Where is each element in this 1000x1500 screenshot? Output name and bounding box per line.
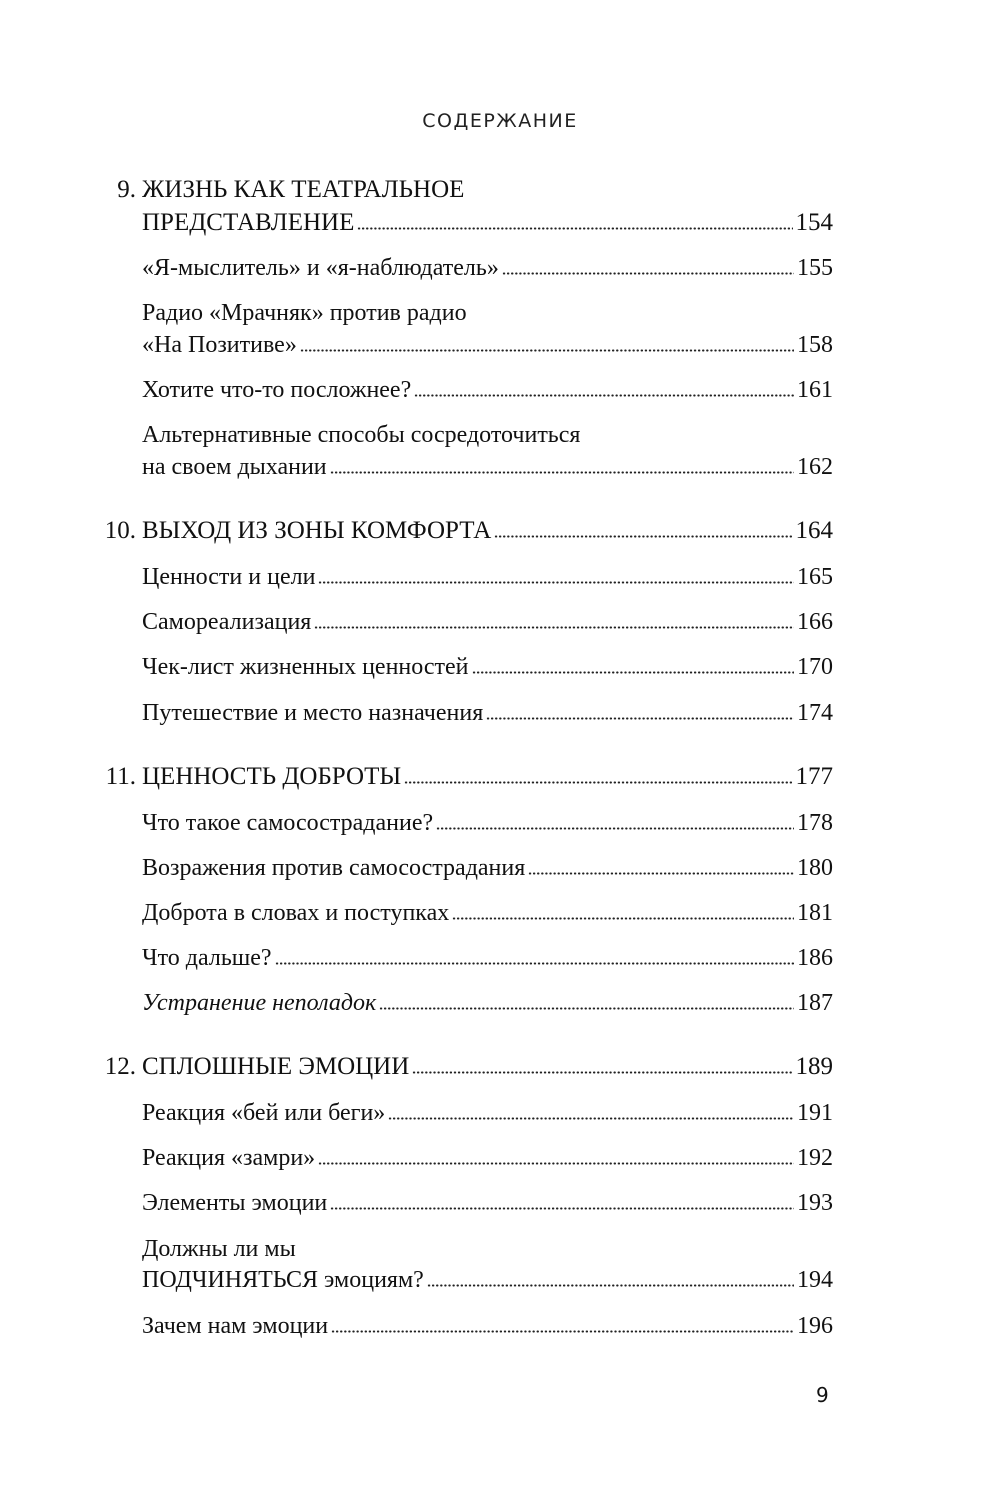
dot-leader <box>486 717 794 720</box>
entry-title: Хотите что-то посложнее? <box>142 377 412 403</box>
toc-entry[interactable] <box>142 1098 833 1128</box>
page-number: 158 <box>797 332 833 358</box>
dot-leader <box>318 581 794 584</box>
toc-entry[interactable] <box>142 1311 833 1341</box>
page-number: 165 <box>797 564 833 590</box>
entry-title: Чек-лист жизненных ценностей <box>142 654 469 680</box>
dot-leader <box>436 827 794 830</box>
toc-entry-title-line1: Радио «Мрачняк» против радио <box>142 300 467 326</box>
page-number: 164 <box>795 517 833 544</box>
entry-title: СПЛОШНЫЕ ЭМОЦИИ <box>142 1053 410 1080</box>
toc-entry-chapter-9[interactable] <box>142 208 833 238</box>
entry-title: ЦЕННОСТЬ ДОБРОТЫ <box>142 763 402 790</box>
dot-leader <box>357 227 792 230</box>
dot-leader <box>300 349 794 352</box>
page-number: 186 <box>797 945 833 971</box>
entry-title: Что дальше? <box>142 945 272 971</box>
dot-leader <box>330 1207 794 1210</box>
toc-entry-italic[interactable] <box>142 988 833 1018</box>
toc-entry[interactable] <box>142 808 833 838</box>
entry-title: «На Позитиве» <box>142 332 297 358</box>
page-number: 154 <box>795 209 833 236</box>
toc-entry[interactable] <box>142 698 833 728</box>
entry-title: «Я-мыслитель» и «я-наблюдатель» <box>142 255 499 281</box>
dot-leader <box>412 1071 792 1074</box>
entry-title: Доброта в словах и поступках <box>142 900 450 926</box>
dot-leader <box>414 394 794 397</box>
page-number: 178 <box>797 810 833 836</box>
toc-entry-title-line1: Должны ли мы <box>142 1236 296 1262</box>
entry-title: ПОДЧИНЯТЬСЯ эмоциям? <box>142 1267 424 1293</box>
page-number: 187 <box>797 990 833 1016</box>
chapter-number: 9. <box>117 176 136 203</box>
toc-entry[interactable] <box>142 1188 833 1218</box>
page-number: 162 <box>797 454 833 480</box>
dot-leader <box>494 535 792 538</box>
dot-leader <box>502 272 794 275</box>
entry-title: на своем дыхании <box>142 454 327 480</box>
dot-leader <box>452 917 794 920</box>
entry-title: Реакция «бей или беги» <box>142 1100 386 1126</box>
toc-entry-chapter-11[interactable] <box>105 762 833 792</box>
toc-entry[interactable] <box>142 562 833 592</box>
page-number: 196 <box>797 1313 833 1339</box>
chapter-number: 12. <box>104 1053 136 1080</box>
toc-entry[interactable] <box>142 853 833 883</box>
page-number: 177 <box>795 763 833 790</box>
toc-entry[interactable] <box>142 1143 833 1173</box>
entry-title: Что такое самосострадание? <box>142 810 434 836</box>
toc-entry-chapter-10[interactable] <box>104 516 833 546</box>
dot-leader <box>314 626 794 629</box>
entry-title: Самореализация <box>142 609 312 635</box>
chapter-number: 10. <box>104 517 136 544</box>
toc-entry[interactable] <box>142 943 833 973</box>
page-number: 174 <box>797 700 833 726</box>
page-number: 193 <box>797 1190 833 1216</box>
chapter-title: ЖИЗНЬ КАК ТЕАТРАЛЬНОЕ <box>142 176 465 203</box>
toc-entry[interactable] <box>142 652 833 682</box>
page-number: 192 <box>797 1145 833 1171</box>
toc-entry-title-line1: Альтернативные способы сосредоточиться <box>142 422 581 448</box>
dot-leader <box>275 962 794 965</box>
page-number: 166 <box>797 609 833 635</box>
dot-leader <box>379 1007 794 1010</box>
dot-leader <box>318 1162 794 1165</box>
dot-leader <box>528 872 794 875</box>
toc-entry[interactable] <box>142 330 833 360</box>
entry-title: Зачем нам эмоции <box>142 1313 329 1339</box>
toc-entry-chapter-12[interactable] <box>104 1052 833 1082</box>
page-number: 181 <box>797 900 833 926</box>
page-number: 189 <box>795 1053 833 1080</box>
toc-entry[interactable] <box>142 375 833 405</box>
entry-title: Элементы эмоции <box>142 1190 328 1216</box>
toc-entry[interactable] <box>142 1265 833 1295</box>
dot-leader <box>472 671 795 674</box>
dot-leader <box>404 781 792 784</box>
page-number: 161 <box>797 377 833 403</box>
entry-title: ПРЕДСТАВЛЕНИЕ <box>142 209 355 236</box>
toc-entry[interactable] <box>142 898 833 928</box>
dot-leader <box>330 471 794 474</box>
running-header: СОДЕРЖАНИЕ <box>422 110 578 132</box>
entry-title: Реакция «замри» <box>142 1145 316 1171</box>
dot-leader <box>427 1284 794 1287</box>
entry-title: Устранение неполадок <box>142 990 377 1016</box>
entry-title: Возражения против самосострадания <box>142 855 526 881</box>
toc-entry[interactable] <box>142 607 833 637</box>
page-number: 191 <box>797 1100 833 1126</box>
page-number: 170 <box>797 654 833 680</box>
page-number: 180 <box>797 855 833 881</box>
page-folio-number: 9 <box>816 1383 829 1407</box>
entry-title: Путешествие и место назначения <box>142 700 484 726</box>
chapter-number: 11. <box>105 763 136 790</box>
toc-entry[interactable] <box>142 452 833 482</box>
entry-title: Ценности и цели <box>142 564 316 590</box>
dot-leader <box>331 1330 794 1333</box>
entry-title: ВЫХОД ИЗ ЗОНЫ КОМФОРТА <box>142 517 492 544</box>
toc-chapter-9-title-line1 <box>117 175 465 205</box>
toc-entry[interactable] <box>142 253 833 283</box>
page-number: 194 <box>797 1267 833 1293</box>
page-number: 155 <box>797 255 833 281</box>
dot-leader <box>388 1117 794 1120</box>
